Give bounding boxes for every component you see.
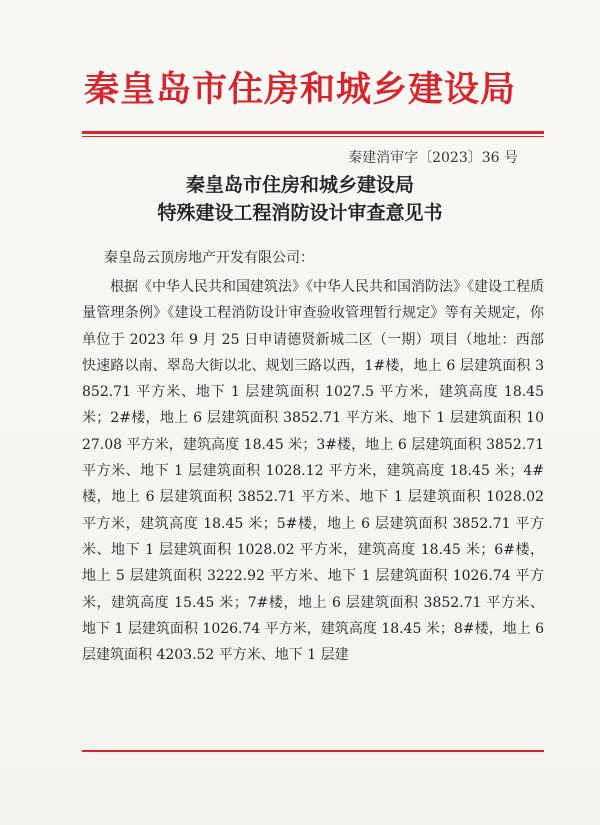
document-title-line-1: 秦皇岛市住房和城乡建设局 — [185, 174, 414, 196]
letterhead-org-name: 秦皇岛市住房和城乡建设局 — [83, 69, 516, 110]
document-number: 秦建消审字〔2023〕36 号 — [348, 150, 518, 166]
document-title-line-2: 特殊建设工程消防设计审查意见书 — [157, 202, 443, 224]
body-paragraph: 根据《中华人民共和国建筑法》《中华人民共和国消防法》《建设工程质量管理条例》《建设工程消防设计审查验收管理暂行规定》等有关规定，你单位于 2023 年 9 月 25 日申请德贤新城二区（一期）项目（地址：西部快速路以南、翠岛大街以北、规划三路以西，1#楼，地上 6 层建筑面积 3852.71 平方米、地下 1 层建筑面积 1027.5 平方米，建筑高度 18.45 米；2#楼，地上 6 层建筑面积 3852.71 平方米、地下 1 层建筑面积 1027.08 平方米，建筑高度 18.45 米；3#楼，地上 6 层建筑面积 3852.71 平方米、地下 1 层建筑面积 1028.12 平方米，建筑高度 18.45 米；4#楼，地上 6 层建筑面积 3852.71 平方米、地下 1 层建筑面积 1028.02 平方米，建筑高度 18.45 米；5#楼，地上 6 层建筑面积 3852.71 平方米、地下 1 层建筑面积 1028.02 平方米，建筑高度 18.45 米；6#楼，地上 5 层建筑面积 3222.92 平方米、地下 1 层建筑面积 1026.74 平方米，建筑高度 15.45 米；7#楼，地上 6 层建筑面积 3852.71 平方米、地下 1 层建筑面积 1026.74 平方米，建筑高度 18.45 米；8#楼，地上 6 层建筑面积 4203.52 平方米、地下 1 层建 — [82, 279, 544, 664]
letterhead-rule-thin — [82, 136, 544, 137]
letterhead-rule-thick — [82, 131, 544, 134]
addressee: 秦皇岛云顶房地产开发有限公司： — [104, 250, 314, 266]
footer-rule — [82, 750, 544, 752]
